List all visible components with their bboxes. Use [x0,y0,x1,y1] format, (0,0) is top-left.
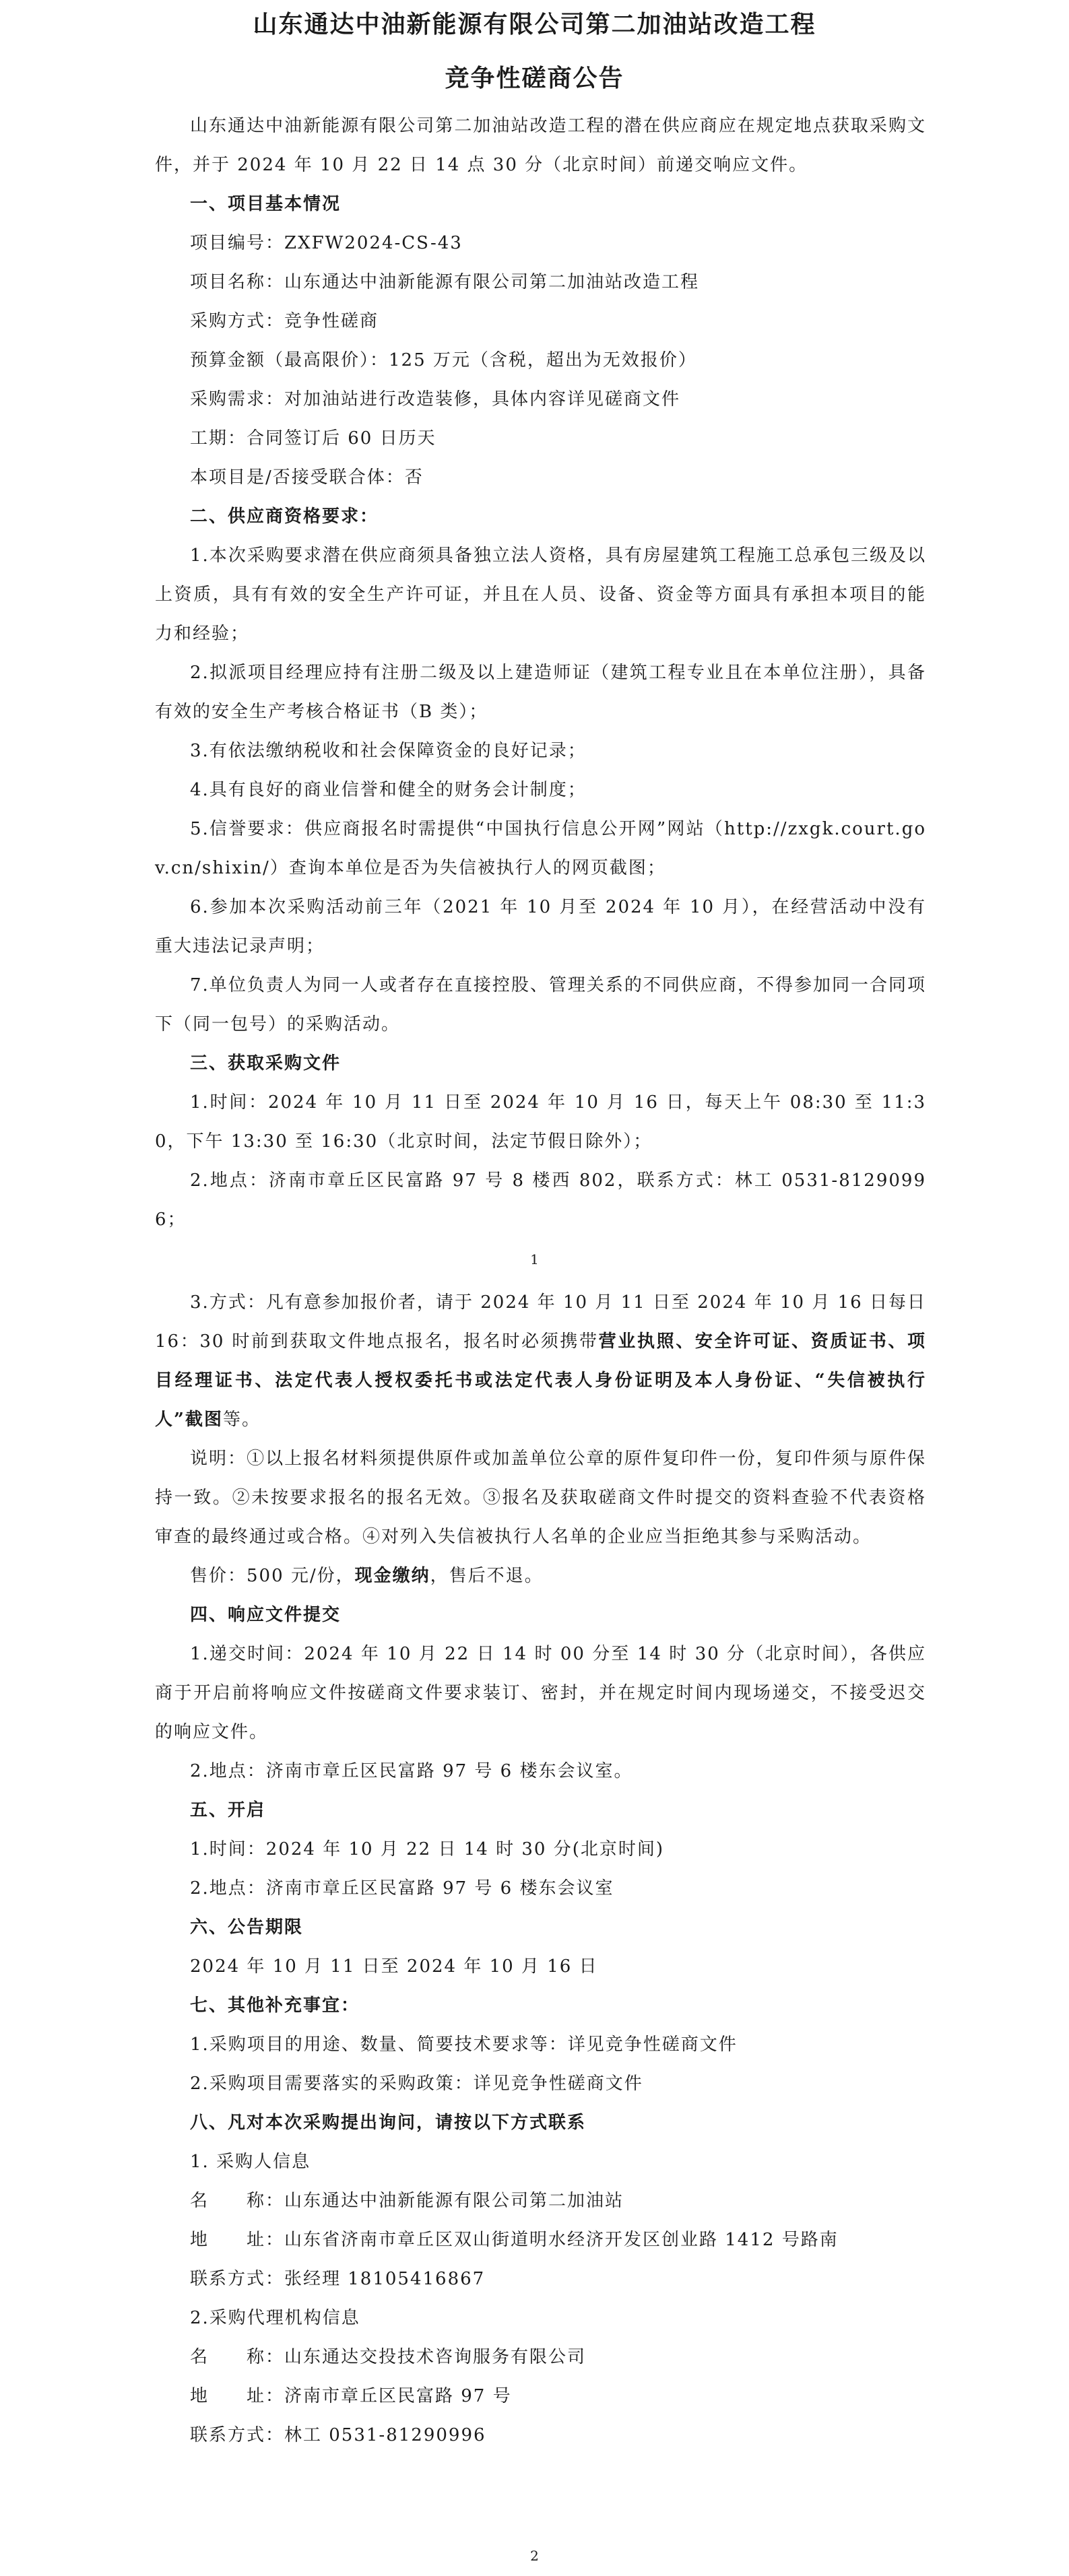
submission-time: 1.递交时间：2024 年 10 月 22 日 14 时 00 分至 14 时 30 分（北京时间），各供应商于开启前将响应文件按磋商文件要求装订、密封，并在规定时间内现场递交，不接受迟交的响应文件。 [155,1644,926,1742]
required-documents: 营业执照、安全许可证、资质证书、项目经理证书、法定代表人授权委托书或法定代表人身份证明及本人身份证、“失信被执行人”截图 [155,1331,926,1430]
section-6-heading: 六、公告期限 [190,1917,304,1938]
procurement-requirement: 采购需求：对加油站进行改造装修，具体内容详见磋商文件 [190,389,681,409]
qualification-item-4: 4.具有良好的商业信誉和健全的财务会计制度； [190,780,587,800]
section-4-heading: 四、响应文件提交 [190,1605,342,1625]
agent-address: 地 址：济南市章丘区民富路 97 号 [190,2386,512,2406]
document-acquisition-place: 2.地点：济南市章丘区民富路 97 号 8 楼西 802，联系方式：林工 0531-81290996； [155,1170,926,1230]
cash-payment: 现金缴纳 [354,1566,430,1586]
document-price [155,1556,926,1595]
qualification-item-6: 6.参加本次采购活动前三年（2021 年 10 月至 2024 年 10 月），在经营活动中没有重大违法记录声明； [155,897,926,956]
supplementary-item-1: 1.采购项目的用途、数量、简要技术要求等：详见竞争性磋商文件 [190,2035,738,2055]
buyer-info-title: 1. 采购人信息 [190,2152,311,2172]
agent-info-title: 2.采购代理机构信息 [190,2308,360,2328]
qualification-item-2: 2.拟派项目经理应持有注册二级及以上建造师证（建筑工程专业且在本单位注册），具备有效的安全生产考核合格证书（B 类）； [155,663,926,722]
supplementary-item-2: 2.采购项目需要落实的采购政策：详见竞争性磋商文件 [190,2074,643,2094]
agent-contact: 联系方式：林工 0531-81290996 [190,2425,486,2445]
qualification-item-3: 3.有依法缴纳税收和社会保障资金的良好记录； [190,741,587,761]
registration-note: 说明：①以上报名材料须提供原件或加盖单位公章的原件复印件一份，复印件须与原件保持一致。②未按要求报名的报名无效。③报名及获取磋商文件时提交的资料查验不代表资格审查的最终通过或合格。④对列入失信被执行人名单的企业应当拒绝其参与采购活动。 [155,1449,926,1547]
buyer-name: 名 称：山东通达中油新能源有限公司第二加油站 [190,2191,624,2211]
buyer-contact: 联系方式：张经理 18105416867 [190,2269,486,2289]
consortium-acceptance: 本项目是/否接受联合体：否 [190,467,424,488]
page-number-2: 2 [530,2548,539,2564]
page2-body [155,1283,926,2455]
method-suffix: 等。 [222,1410,261,1430]
document-acquisition-time: 1.时间：2024 年 10 月 11 日至 2024 年 10 月 16 日，每天上午 08:30 至 11:30，下午 13:30 至 16:30（北京时间，法定节假日除外）； [155,1092,926,1152]
section-1-heading: 一、项目基本情况 [190,194,342,214]
document-title: 山东通达中油新能源有限公司第二加油站改造工程 [253,10,816,38]
opening-time: 1.时间：2024 年 10 月 22 日 14 时 30 分(北京时间) [190,1839,664,1859]
announcement-period: 2024 年 10 月 11 日至 2024 年 10 月 16 日 [190,1956,598,1977]
method-text: 3.方式：凡有意参加报价者，请于 2024 年 10 月 11 日至 2024 年 10 月 16 日每日 16：30 时前到获取文件地点报名，报名时必须携带 [155,1292,926,1352]
section-5-heading: 五、开启 [190,1800,266,1820]
qualification-item-7: 7.单位负责人为同一人或者存在直接控股、管理关系的不同供应商，不得参加同一合同项下（同一包号）的采购活动。 [155,975,926,1034]
page1-body [155,106,926,1239]
construction-period: 工期：合同签订后 60 日历天 [190,428,436,449]
opening-place: 2.地点：济南市章丘区民富路 97 号 6 楼东会议室 [190,1878,614,1898]
section-3-heading: 三、获取采购文件 [190,1053,342,1074]
intro-paragraph: 山东通达中油新能源有限公司第二加油站改造工程的潜在供应商应在规定地点获取采购文件，并于 2024 年 10 月 22 日 14 点 30 分（北京时间）前递交响应文件。 [155,116,926,175]
price-text: 售价：500 元/份， [190,1566,355,1586]
agent-name: 名 称：山东通达交投技术咨询服务有限公司 [190,2347,587,2367]
qualification-item-5: 5.信誉要求：供应商报名时需提供“中国执行信息公开网”网站（http://zxgk.court.gov.cn/shixin/）查询本单位是否为失信被执行人的网页截图； [155,819,926,878]
section-2-heading: 二、供应商资格要求： [190,506,379,527]
project-name: 项目名称：山东通达中油新能源有限公司第二加油站改造工程 [190,272,700,292]
section-7-heading: 七、其他补充事宜： [190,1995,360,2016]
procurement-method: 采购方式：竞争性磋商 [190,311,379,331]
project-number: 项目编号：ZXFW2024-CS-43 [190,233,463,253]
document-acquisition-method [155,1283,926,1439]
section-8-heading: 八、凡对本次采购提出询问，请按以下方式联系 [190,2113,587,2133]
document-page-2 [0,1283,1069,2576]
submission-place: 2.地点：济南市章丘区民富路 97 号 6 楼东会议室。 [190,1761,633,1781]
price-suffix: ，售后不退。 [430,1566,544,1586]
qualification-item-1: 1.本次采购要求潜在供应商须具备独立法人资格，具有房屋建筑工程施工总承包三级及以上资质，具有有效的安全生产许可证，并且在人员、设备、资金等方面具有承担本项目的能力和经验； [155,546,926,644]
document-subtitle: 竞争性磋商公告 [445,64,624,92]
budget-amount: 预算金额（最高限价）：125 万元（含税，超出为无效报价） [190,350,697,370]
document-page-1 [0,0,1069,1283]
buyer-address: 地 址：山东省济南市章丘区双山街道明水经济开发区创业路 1412 号路南 [190,2230,839,2250]
page-number-1: 1 [530,1251,539,1267]
